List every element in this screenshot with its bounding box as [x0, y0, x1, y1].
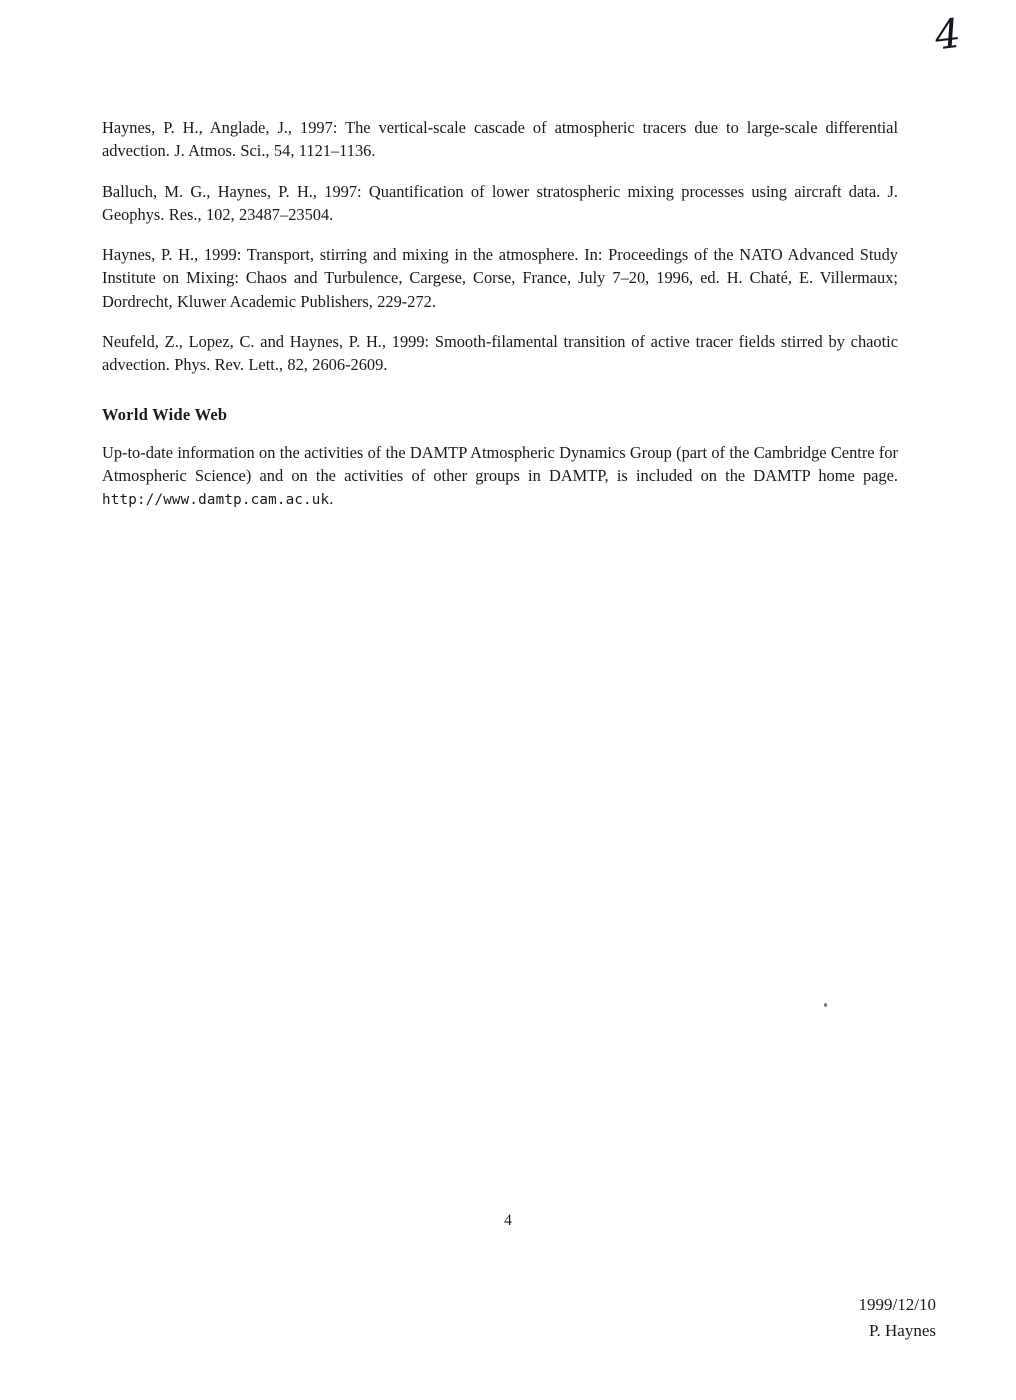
reference-item: Balluch, M. G., Haynes, P. H., 1997: Quantification of lower stratospheric mixing processes using aircraft data. J. Geophys. Res., 102, 23487–23504.	[102, 181, 898, 224]
reference-item: Haynes, P. H., 1999: Transport, stirring and mixing in the atmosphere. In: Proceedings of the NATO Advanced Study Institute on Mixing: Chaos and Turbulence, Cargese, Corse, France, July 7–20, 1996, ed. H. Chaté, E. Villermaux; Dordrecht, Kluwer Academic Publishers, 229-272.	[102, 245, 898, 311]
footer-block	[859, 1292, 936, 1345]
reference-item: Haynes, P. H., Anglade, J., 1997: The vertical-scale cascade of atmospheric tracers due to large-scale differential advection. J. Atmos. Sci., 54, 1121–1136.	[102, 118, 898, 161]
handwritten-page-number: 4	[931, 10, 963, 60]
stray-ink-mark	[824, 1003, 827, 1007]
section-heading-world-wide-web: World Wide Web	[102, 404, 228, 424]
page-folio-number: 4	[504, 1212, 512, 1229]
reference-item: Neufeld, Z., Lopez, C. and Haynes, P. H., 1999: Smooth-filamental transition of active tracer fields stirred by chaotic advection. Phys. Rev. Lett., 82, 2606-2609.	[102, 332, 898, 375]
footer-date: 1999/12/10	[858, 1295, 936, 1314]
damtp-home-page-url[interactable]: http://www.damtp.cam.ac.uk	[102, 492, 330, 509]
footer-author: P. Haynes	[868, 1321, 936, 1341]
world-wide-web-paragraph	[102, 441, 898, 511]
page-content	[102, 116, 898, 511]
paragraph-text-before-url: Up-to-date information on the activities of the DAMTP Atmospheric Dynamics Group (part of the Cambridge Centre for Atmospheric Science) and on the activities of other groups in DAMTP, is included on the DAMTP home page.	[102, 442, 898, 485]
paragraph-text-after-url: .	[329, 489, 334, 509]
